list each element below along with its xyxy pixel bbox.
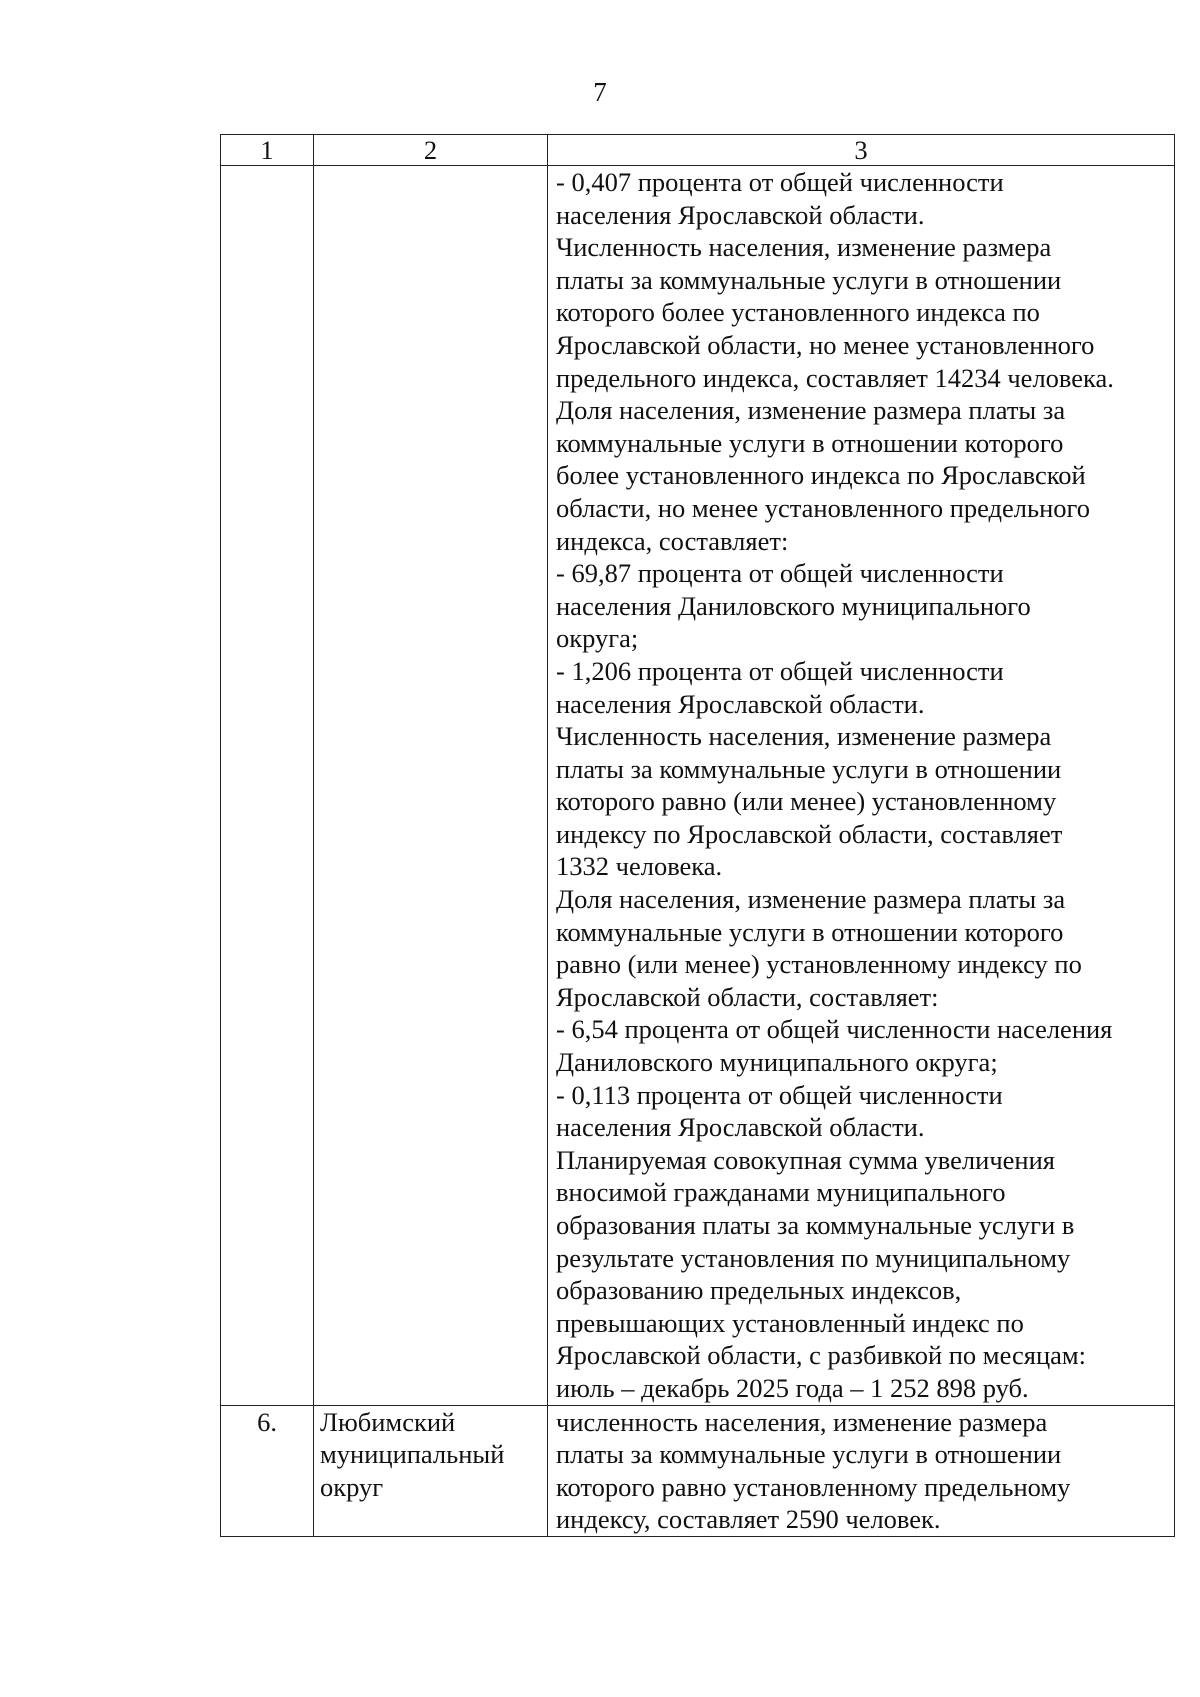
document-table	[220, 134, 1175, 1537]
text-line: Численность населения, изменение размера	[556, 232, 1052, 263]
text-line: образования платы за коммунальные услуги в	[556, 1210, 1075, 1240]
text-line: населения Ярославской области.	[556, 688, 925, 719]
continued-row-number-cell	[221, 166, 314, 1406]
text-line: - 1,206 процента от общей численности	[556, 655, 1004, 686]
continued-row-name-cell	[314, 166, 548, 1406]
text-line: Планируемая совокупная сумма увеличения	[556, 1144, 1055, 1175]
text-line: платы за коммунальные услуги в отношении	[556, 753, 1062, 784]
text-line: равно (или менее) установленному индексу по	[556, 949, 1082, 980]
row-6-description-cell	[548, 1405, 1175, 1536]
text-line: которого более установленного индекса по	[556, 297, 1040, 328]
text-line: платы за коммунальные услуги в отношении	[556, 264, 1062, 295]
text-line: результате установления по муниципальному	[556, 1242, 1071, 1273]
text-line: - 6,54 процента от общей численности населения	[556, 1014, 1113, 1045]
table-row-6	[221, 1405, 1175, 1536]
text-line: - 0,113 процента от общей численности	[556, 1079, 1003, 1110]
text-line: индексу по Ярославской области, составляет	[556, 818, 1063, 849]
text-line: численность населения, изменение размера	[556, 1406, 1048, 1437]
text-line: Даниловского муниципального округа;	[556, 1047, 998, 1078]
continued-row-description-cell	[548, 166, 1175, 1406]
text-line: коммунальные услуги в отношении которого	[556, 427, 1064, 458]
text-line: вносимой гражданами муниципального	[556, 1177, 1006, 1208]
text-line: округа;	[556, 623, 639, 654]
text-line: превышающих установленный индекс по	[556, 1307, 1024, 1338]
text-line: которого равно (или менее) установленному	[556, 786, 1057, 817]
text-line: Ярославской области, с разбивкой по месяцам:	[556, 1340, 1087, 1371]
row-number-cell	[221, 1405, 314, 1536]
municipality-name-line: Любимский	[320, 1406, 456, 1437]
text-line: Ярославской области, составляет:	[556, 981, 939, 1012]
text-line: - 69,87 процента от общей численности	[556, 558, 1004, 589]
text-line: предельного индекса, составляет 14234 человека.	[556, 362, 1114, 393]
text-line: индексу, составляет 2590 человек.	[556, 1504, 941, 1535]
text-line: Численность населения, изменение размера	[556, 721, 1052, 752]
text-line: - 0,407 процента от общей численности	[556, 167, 1004, 197]
table-row-continued	[221, 166, 1175, 1406]
municipality-name-line: муниципальный	[320, 1439, 505, 1470]
text-line: июль – декабрь 2025 года – 1 252 898 руб.	[556, 1372, 1029, 1403]
row-number: 6.	[257, 1406, 277, 1437]
text-line: Ярославской области, но менее установленного	[556, 329, 1095, 360]
text-line: области, но менее установленного предельного	[556, 492, 1090, 523]
text-line: Доля населения, изменение размера платы за	[556, 884, 1066, 915]
municipality-name-line: округ	[320, 1471, 384, 1502]
text-line: платы за коммунальные услуги в отношении	[556, 1439, 1062, 1470]
text-line: 1332 человека.	[556, 851, 723, 882]
column-header-1: 1	[221, 135, 314, 166]
text-line: коммунальные услуги в отношении которого	[556, 916, 1064, 947]
text-line: которого равно установленному предельному	[556, 1471, 1071, 1502]
text-line: индекса, составляет:	[556, 525, 789, 556]
table-header-row	[221, 135, 1175, 166]
text-line: образованию предельных индексов,	[556, 1275, 962, 1306]
text-line: более установленного индекса по Ярославской	[556, 460, 1086, 491]
page-number: 7	[593, 77, 607, 107]
municipality-name-cell	[314, 1405, 548, 1536]
text-line: населения Ярославской области.	[556, 199, 925, 230]
column-header-2: 2	[314, 135, 548, 166]
text-line: Доля населения, изменение размера платы за	[556, 395, 1066, 426]
column-header-3: 3	[548, 135, 1175, 166]
text-line: населения Ярославской области.	[556, 1112, 925, 1143]
text-line: населения Даниловского муниципального	[556, 590, 1031, 621]
